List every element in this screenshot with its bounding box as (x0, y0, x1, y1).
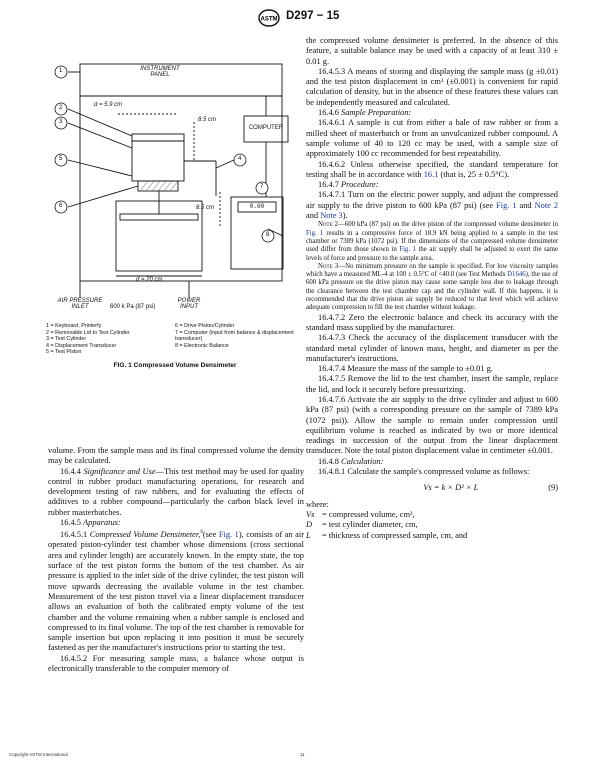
paragraph: 16.4.7 Procedure: (318, 180, 379, 190)
figure-1 (46, 36, 304, 446)
left-column (48, 446, 304, 674)
paragraph: 16.4.4 Significance and Use—This test method may be used for quality control in rubber product manufacturing operations, for research and development testing of raw rubbers, and for evaluating the effects of additives to a rubber compound—particularly the carbon black level in rubber masterbatches. (48, 466, 305, 517)
callout-1-number: 1 (59, 68, 63, 74)
legend-item: 8 = Electronic Balance (175, 342, 229, 349)
paragraph: 16.4.5 Apparatus: (60, 518, 121, 528)
callout-3-number: 3 (59, 119, 63, 125)
callout-8-number: 8 (266, 232, 270, 238)
definition-row: L = thickness of compressed sample, cm, and (306, 530, 468, 540)
equation-body: Vs = k × D² × L (423, 483, 479, 493)
page-number: 11 (300, 752, 305, 757)
pressure-label: 600 k Pa (87 psi) (110, 304, 156, 310)
paragraph: 16.4.5.1 Compressed Volume Densimeter,$^6$(see Fig. 1), consists of an air operated piston-cylinder test chamber whose dimensions (cross sectional area and cylinder length) are accurately known. In the empty state, the top surface of the test piston forms the bottom of the test chamber. As air pressure is applied to the inlet side of the drive cylinder, the test piston will move upwards decreasing the available volume in the test chamber. Measurement of the test piston travel via a linear displacement transducer allows an evaluation of both the calibrated empty volume of the test chamber and the volume remaining when a rubber sample is enclosed and compressed to its final volume. The top of the test chamber is removable for sample insertion but upon replacing it into position it must be securely fastened as per the manufacturer's instructions prior to starting the test. (48, 530, 305, 653)
legend-item: 1 = Keyboard, Printerfy (46, 323, 102, 329)
callout-6-number: 6 (59, 203, 63, 209)
note-2: Note 2—600 kPa (87 psi) on the drive piston of the compressed volume densimeter in Fig. 1 results in a compressive force of 18.9 kN being applied to a sample in the test chamber or 7389 kPa (1072 psi). If the dimensions of the compressed volume densimeter used differ from those shown in Fig. 1 the air supply shall be adjusted to exert the same levels of force and pressure to the sample area. (306, 221, 558, 262)
paragraph: 16.4.7.3 Check the accuracy of the displacement transducer with the standard metal cylinder of known mass, height, and diameter as per the manufacturer's instructions. (306, 333, 558, 363)
callout-2-number: 2 (59, 105, 63, 111)
svg-text:ASTM: ASTM (260, 16, 278, 23)
power-input-label: POWER INPUT (177, 298, 201, 310)
note3-link[interactable]: Note 3 (320, 211, 343, 221)
fig1-link[interactable]: Fig. 1 (306, 229, 324, 237)
instrument-panel-label: INSTRUMENT PANEL (140, 66, 180, 78)
paragraph: 16.4.7.5 Remove the lid to the test chamber, insert the sample, replace the lid, and lock it securely before pressurizing. (306, 374, 558, 394)
paragraph: 16.4.7.4 Measure the mass of the sample to ±0.01 g. (318, 364, 493, 374)
paragraph: 16.4.7.2 Zero the electronic balance and check its accuracy with the standard mass supplied by the manufacturer. (306, 312, 558, 332)
paragraph: 16.4.5.2 For measuring sample mass, a balance whose output is electronically transferable to the computer memory of (48, 653, 304, 674)
legend-item: 6 = Drive Piston/Cylinder (175, 323, 235, 329)
paragraph: 16.4.8 Calculation: (318, 456, 384, 466)
section-16-1-link[interactable]: 16.1 (423, 169, 439, 179)
definition-row: D = test cylinder diameter, cm, (306, 520, 418, 530)
callout-7-number: 7 (260, 184, 264, 190)
callout-4-number: 4 (238, 156, 242, 162)
paragraph: 16.4.7.6 Activate the air supply to the drive cylinder and adjust to 600 kPa (87 psi) (with a corresponding pressure on the sample of 7389 kPa (1072 psi)). Allow the sample to remain under compression until equilibrium volume is reached as indicated by two or more identical readings in succession of the output from the linear displacement transducer. Note the total piston displacement value in centimeter ±0.001. (306, 394, 558, 456)
figure-caption: FIG. 1 Compressed Volume Densimeter (113, 362, 237, 369)
paragraph: volume. From the sample mass and its final compressed volume the density may be calculated. (48, 446, 304, 466)
paragraph: the compressed volume densimeter is preferred. In the absence of this feature, a suitable balance may be used with a capacity of at least 310 ± 0.01 g. (306, 36, 558, 66)
definitions-table (306, 510, 467, 541)
dimension-h85b: 8.5 cm (196, 205, 215, 211)
d1646-link[interactable]: D1646 (507, 271, 526, 279)
note-3: Note 3—No minimum pressure on the sample is specified. For low viscosity samples which have a measured ML-4 at 100 ± 0.5°C of <40.0 (see Test Methods D1646), the use of 600 kPa pressure on the drive piston may cause some sample loss due to leakage through the clearance between the test chamber cap and the cylinder wall. If this happens, it is recommended that the drive piston air supply be reduced to that level which will achieve adequate compression to fill the test chamber without leakage. (306, 262, 558, 312)
paragraph: 16.4.6 Sample Preparation: (318, 108, 412, 118)
dimension-d59: d = 5.9 cm (94, 102, 123, 108)
balance-display: 0.00 (249, 203, 265, 210)
paragraph: 16.4.6.2 Unless otherwise specified, the standard temperature for testing shall be in accordance with 16.1 (that is, 25 ± 0.5°C). (306, 159, 558, 179)
legend-item: 3 = Test Cylinder (46, 336, 87, 343)
paragraph: 16.4.6.1 A sample is cut from either a bale of raw rubber or from a milled sheet of masterbatch or from an unvulcanized rubber compound. A sample volume of 40 to 120 cc may be used, with a sample size of approximately 100 cc recommended for best repeatability. (306, 118, 558, 159)
copyright-footer: Copyright ASTM International (9, 752, 68, 757)
legend-item: 7 = Computer (input from balance & displacement transducer) (175, 329, 294, 343)
where-label: where: (306, 499, 329, 509)
document-id: D297 − 15 (286, 10, 340, 22)
equation-9 (306, 483, 558, 493)
dimension-h85a: 8.5 cm (198, 117, 217, 123)
computer-label: COMPUTER (248, 125, 284, 131)
paragraph: 16.4.8.1 Calculate the sample's compressed volume as follows: (318, 467, 530, 477)
air-inlet-label: AIR PRESSURE INLET (57, 298, 103, 310)
note2-link[interactable]: Note 2 (534, 200, 559, 210)
legend-item: 5 = Test Piston (46, 349, 82, 356)
astm-logo-icon (258, 9, 280, 27)
definition-row: Vs = compressed volume, cm³, (306, 509, 415, 519)
paragraph: 16.4.5.3 A means of storing and displaying the sample mass (g ±0.01) and the test piston displacement in cm³ (±0.001) is convenient for rapid calculation of density, but in the absence of these features these values can be independently measured and calculated. (306, 66, 558, 107)
equation-number: (9) (548, 483, 558, 493)
fig1-link[interactable]: Fig. 1 (399, 246, 416, 254)
callout-5-number: 5 (59, 156, 63, 162)
densimeter-diagram (46, 36, 304, 326)
page-header (0, 8, 600, 30)
dimension-d20: d = 20 cm (136, 277, 163, 283)
legend-item: 2 = Removable Lid to Test Cylinder (46, 329, 130, 336)
fig1-link[interactable]: Fig. 1 (496, 200, 517, 210)
paragraph: 16.4.7.1 Turn on the electric power supply, and adjust the compressed air supply to the drive piston to 600 kPa (87 psi) (see Fig. 1 and Note 2 and Note 3). (306, 190, 559, 221)
fig1-link[interactable]: Fig. 1 (218, 530, 239, 540)
right-column (306, 36, 558, 541)
legend-item: 4 = Displacement Transducer (46, 342, 117, 349)
